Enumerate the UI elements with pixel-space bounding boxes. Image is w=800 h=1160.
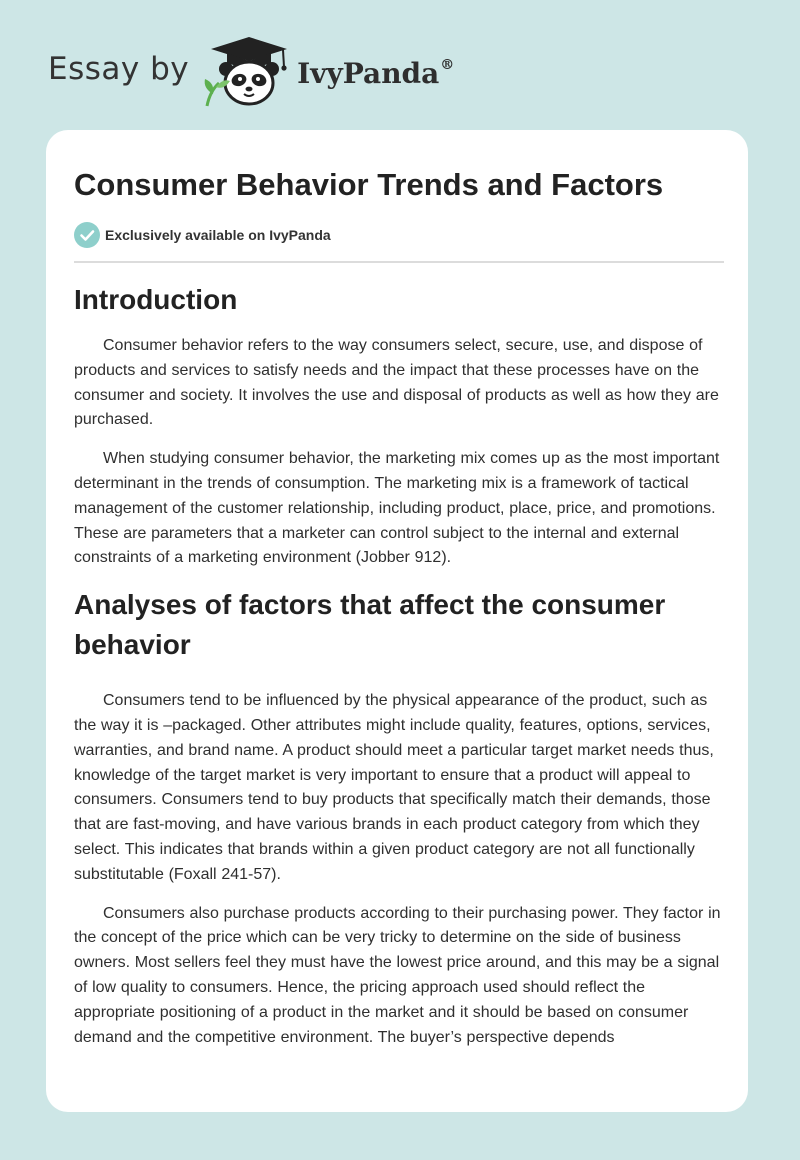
essay-body xyxy=(74,280,724,1064)
divider xyxy=(74,261,724,263)
brand-prefix: Essay by xyxy=(48,51,190,87)
paragraph: Consumer behavior refers to the way consumers select, secure, use, and dispose of products and services to satisfy needs and the impact that these processes have on the consumer and society. It involves the use and disposal of products as well as how they are purchased. xyxy=(74,337,719,429)
paragraph: Consumers also purchase products according to their purchasing power. They factor in the concept of the price which can be very tricky to determine on the side of business owners. Most sellers feel they must have the lowest price around, and this may be a signal of low quality to consumers. Hence, the pricing approach used should reflect the appropriate positioning of a product in the market and it should be based on consumer demand and the competitive environment. The buyer’s perspective depends xyxy=(74,904,721,1046)
site-header-brand[interactable] xyxy=(48,36,454,108)
panda-graduate-icon xyxy=(203,36,295,108)
check-circle-icon xyxy=(74,222,100,248)
essay-card xyxy=(46,130,748,1112)
section-heading-analyses: Analyses of factors that affect the consumer behavior xyxy=(74,589,666,661)
paragraph: Consumers tend to be influenced by the physical appearance of the product, such as the way it is –packaged. Other attributes might include quality, features, options, services, warranties, and brand name. A product should meet a particular target market needs thus, knowledge of the target market is very important to ensure that a product will appeal to consumers. Consumers tend to buy products that specifically match their demands, those that are fast-moving, and have various brands in each product category from which they select. This indicates that brands within a given product category are not all functionally substitutable (Foxall 241-57). xyxy=(74,692,714,883)
essay-title: Consumer Behavior Trends and Factors xyxy=(74,167,664,202)
paragraph: When studying consumer behavior, the marketing mix comes up as the most important determinant in the trends of consumption. The marketing mix is a framework of tactical management of the customer relationship, including product, place, price, and promotions. These are parameters that a marketer can control subject to the internal and external constraints of a marketing environment (Jobber 912). xyxy=(74,450,720,567)
exclusive-badge-text: Exclusively available on IvyPanda xyxy=(105,227,331,243)
registered-mark: ® xyxy=(440,56,455,73)
section-heading-introduction: Introduction xyxy=(74,284,238,315)
exclusive-badge xyxy=(74,222,331,248)
brand-name: IvyPanda® xyxy=(297,56,455,90)
